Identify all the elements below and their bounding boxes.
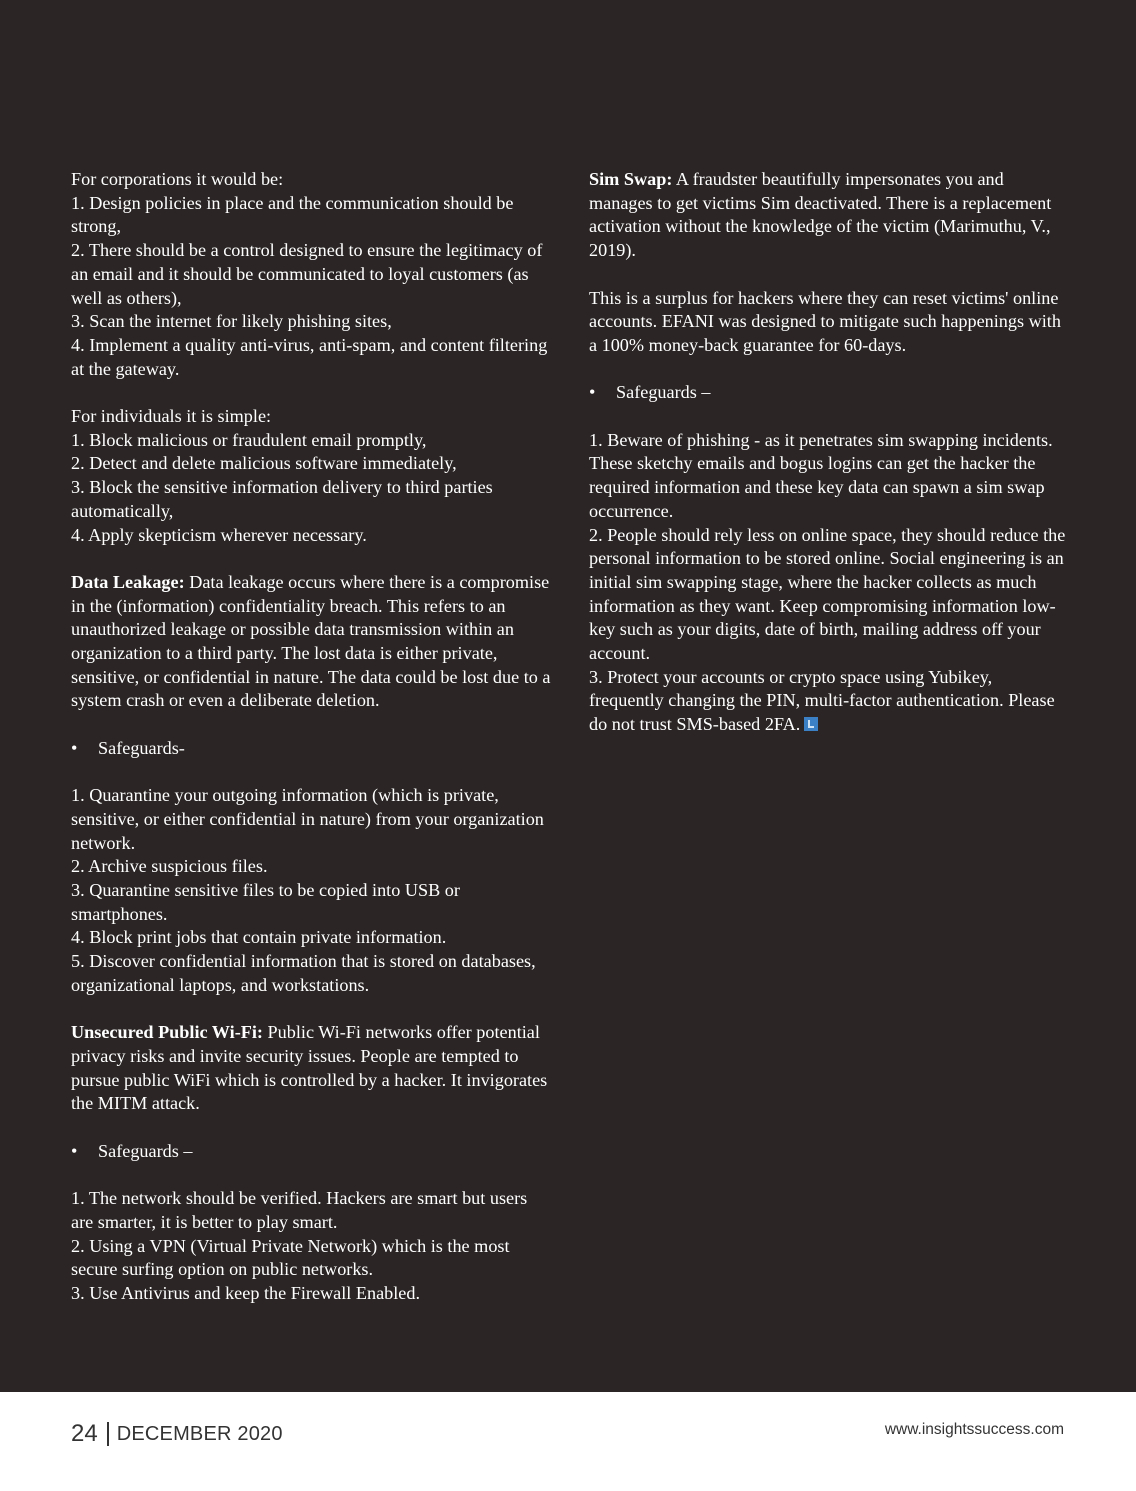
- data-leakage-heading: Data Leakage:: [71, 571, 185, 592]
- list-item: 3. Quarantine sensitive files to be copied into USB or smartphones.: [71, 880, 460, 924]
- website-url: www.insightssuccess.com: [884, 1421, 1064, 1438]
- right-column: [589, 168, 1069, 737]
- footer-divider: [107, 1422, 109, 1446]
- list-item: 1. The network should be verified. Hackers are smart but users are smarter, it is better to play smart.: [71, 1188, 528, 1232]
- safeguards-label: Safeguards –: [616, 382, 711, 403]
- left-column: [71, 168, 553, 1306]
- issue-date: DECEMBER 2020: [116, 1422, 283, 1445]
- list-item: 1. Quarantine your outgoing information (which is private, sensitive, or either confidential in nature) from your organization network.: [71, 785, 544, 853]
- page-number: 24: [71, 1420, 98, 1447]
- list-item: 3. Scan the internet for likely phishing sites,: [71, 311, 392, 332]
- indiv-intro: For individuals it is simple:: [71, 406, 272, 427]
- sim-swap-paragraph: [589, 168, 1069, 263]
- list-item: 2. Detect and delete malicious software immediately,: [71, 453, 457, 474]
- safeguards-heading: [71, 737, 553, 761]
- corp-intro: For corporations it would be:: [71, 169, 284, 189]
- list-item-text: 3. Protect your accounts or crypto space using Yubikey, frequently changing the PIN, multi-factor authentication. Please do not trust SMS-based 2FA.: [589, 666, 1055, 735]
- list-item: 2. Archive suspicious files.: [71, 856, 268, 877]
- bullet-icon: •: [71, 1140, 78, 1161]
- bullet-icon: •: [589, 382, 596, 403]
- list-item: [589, 666, 1069, 737]
- list-item: 5. Discover confidential information that is stored on databases, organizational laptops, and workstations.: [71, 951, 536, 995]
- footer-left: [71, 1420, 283, 1448]
- safeguards-heading: [71, 1140, 553, 1164]
- sim-swap-text: A fraudster beautifully impersonates you and manages to get victims Sim deactivated. There is a replacement activation without the knowledge of the victim (Marimuthu, V., 2019).: [589, 169, 1052, 261]
- wifi-heading: Unsecured Public Wi-Fi:: [71, 1022, 263, 1043]
- list-item: 4. Apply skepticism wherever necessary.: [71, 524, 367, 545]
- safeguards-heading: [589, 381, 1069, 405]
- sim-swap-paragraph-2: This is a surplus for hackers where they can reset victims' online accounts. EFANI was designed to mitigate such happenings with a 100% money-back guarantee for 60-days.: [589, 287, 1061, 355]
- list-item: 2. There should be a control designed to ensure the legitimacy of an email and it should be communicated to loyal customers (as well as others),: [71, 240, 543, 308]
- bullet-icon: •: [71, 737, 78, 758]
- list-item: 4. Block print jobs that contain private information.: [71, 927, 447, 948]
- list-item: 3. Use Antivirus and keep the Firewall Enabled.: [71, 1282, 421, 1303]
- list-item: 4. Implement a quality anti-virus, anti-spam, and content filtering at the gateway.: [71, 334, 548, 379]
- data-leakage-text: Data leakage occurs where there is a compromise in the (information) confidentiality breach. This refers to an unauthorized leakage or possible data transmission within an organization to a third party. The lost data is either private, sensitive, or confidential in nature. The data could be lost due to a system crash or even a deliberate deletion.: [71, 571, 551, 711]
- wifi-paragraph: [71, 1021, 553, 1116]
- list-item: 2. People should rely less on online space, they should reduce the personal information to be stored online. Social engineering is an initial sim swapping stage, where the hacker collects as much information as they want. Keep compromising information low-key such as your digits, date of birth, mailing address off your account.: [589, 524, 1066, 664]
- list-item: 1. Block malicious or fraudulent email promptly,: [71, 429, 427, 450]
- safeguards-label: Safeguards-: [98, 737, 185, 758]
- list-item: 2. Using a VPN (Virtual Private Network) which is the most secure surfing option on public networks.: [71, 1235, 510, 1280]
- sim-swap-heading: Sim Swap:: [589, 169, 673, 189]
- data-leakage-paragraph: [71, 571, 553, 713]
- list-item: 1. Design policies in place and the communication should be strong,: [71, 192, 514, 237]
- wifi-text: Public Wi-Fi networks offer potential privacy risks and invite security issues. People are tempted to pursue public WiFi which is controlled by a hacker. It invigorates the MITM attack.: [71, 1022, 548, 1114]
- article-end-icon: [804, 717, 818, 731]
- list-item: 3. Block the sensitive information delivery to third parties automatically,: [71, 477, 493, 521]
- safeguards-label: Safeguards –: [98, 1140, 193, 1161]
- list-item: 1. Beware of phishing - as it penetrates sim swapping incidents. These sketchy emails and bogus logins can get the hacker the required information and these key data can spawn a sim swap occurrence.: [589, 429, 1053, 521]
